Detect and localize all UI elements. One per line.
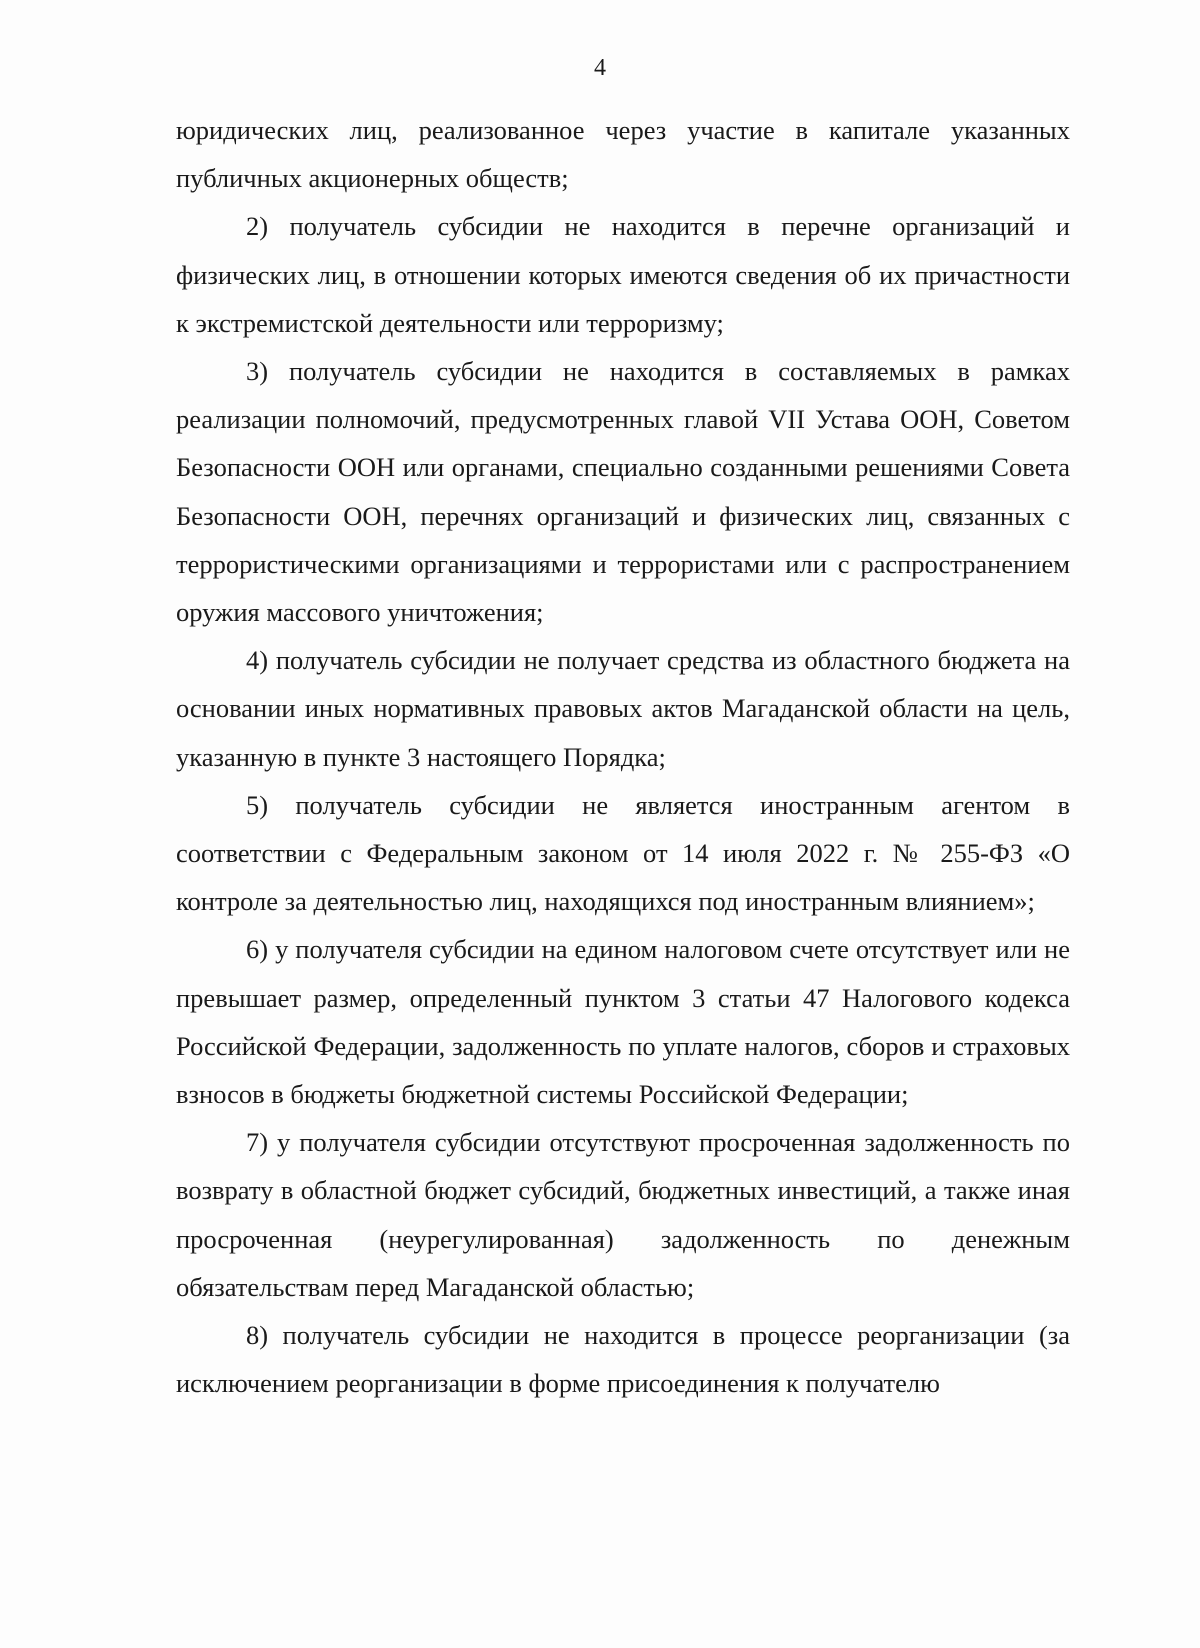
paragraph-item-8: 8) получатель субсидии не находится в процессе реорганизации (за исключением реорганизации в форме присоединения к получателю [176, 1320, 1070, 1399]
paragraph-item-4: 4) получатель субсидии не получает средства из областного бюджета на основании иных нормативных правовых актов Магаданской области на цель, указанную в пункте 3 настоящего Порядка; [176, 645, 1070, 772]
paragraph-continuation: юридических лиц, реализованное через участие в капитале указанных публичных акционерных обществ; [176, 115, 1070, 194]
document-body [176, 106, 1070, 1407]
paragraph-item-5: 5) получатель субсидии не является иностранным агентом в соответствии с Федеральным законом от 14 июля 2022 г. № 255-ФЗ «О контроле за деятельностью лиц, находящихся под иностранным влиянием»; [176, 789, 1070, 917]
paragraph-item-6: 6) у получателя субсидии на едином налоговом счете отсутствует или не превышает размер, определенный пунктом 3 статьи 47 Налогового кодекса Российской Федерации, задолженность по уплате налогов, сборов и страховых взносов в бюджеты бюджетной системы Российской Федерации; [176, 934, 1070, 1110]
paragraph-item-7: 7) у получателя субсидии отсутствуют просроченная задолженность по возврату в областной бюджет субсидий, бюджетных инвестиций, а также иная просроченная (неурегулированная) задолженность по денежным обязательствам перед Магаданской областью; [176, 1127, 1070, 1302]
paragraph-item-3: 3) получатель субсидии не находится в составляемых в рамках реализации полномочий, предусмотренных главой VII Устава ООН, Советом Безопасности ООН или органами, специально созданными решениями Совета Безопасности ООН, перечнях организаций и физических лиц, связанных с террористическими организациями и террористами или с распространением оружия массового уничтожения; [176, 356, 1070, 628]
page-number: 4 [594, 55, 606, 81]
paragraph-item-2: 2) получатель субсидии не находится в перечне организаций и физических лиц, в отношении которых имеются сведения об их причастности к экстремистской деятельности или терроризму; [176, 211, 1070, 338]
